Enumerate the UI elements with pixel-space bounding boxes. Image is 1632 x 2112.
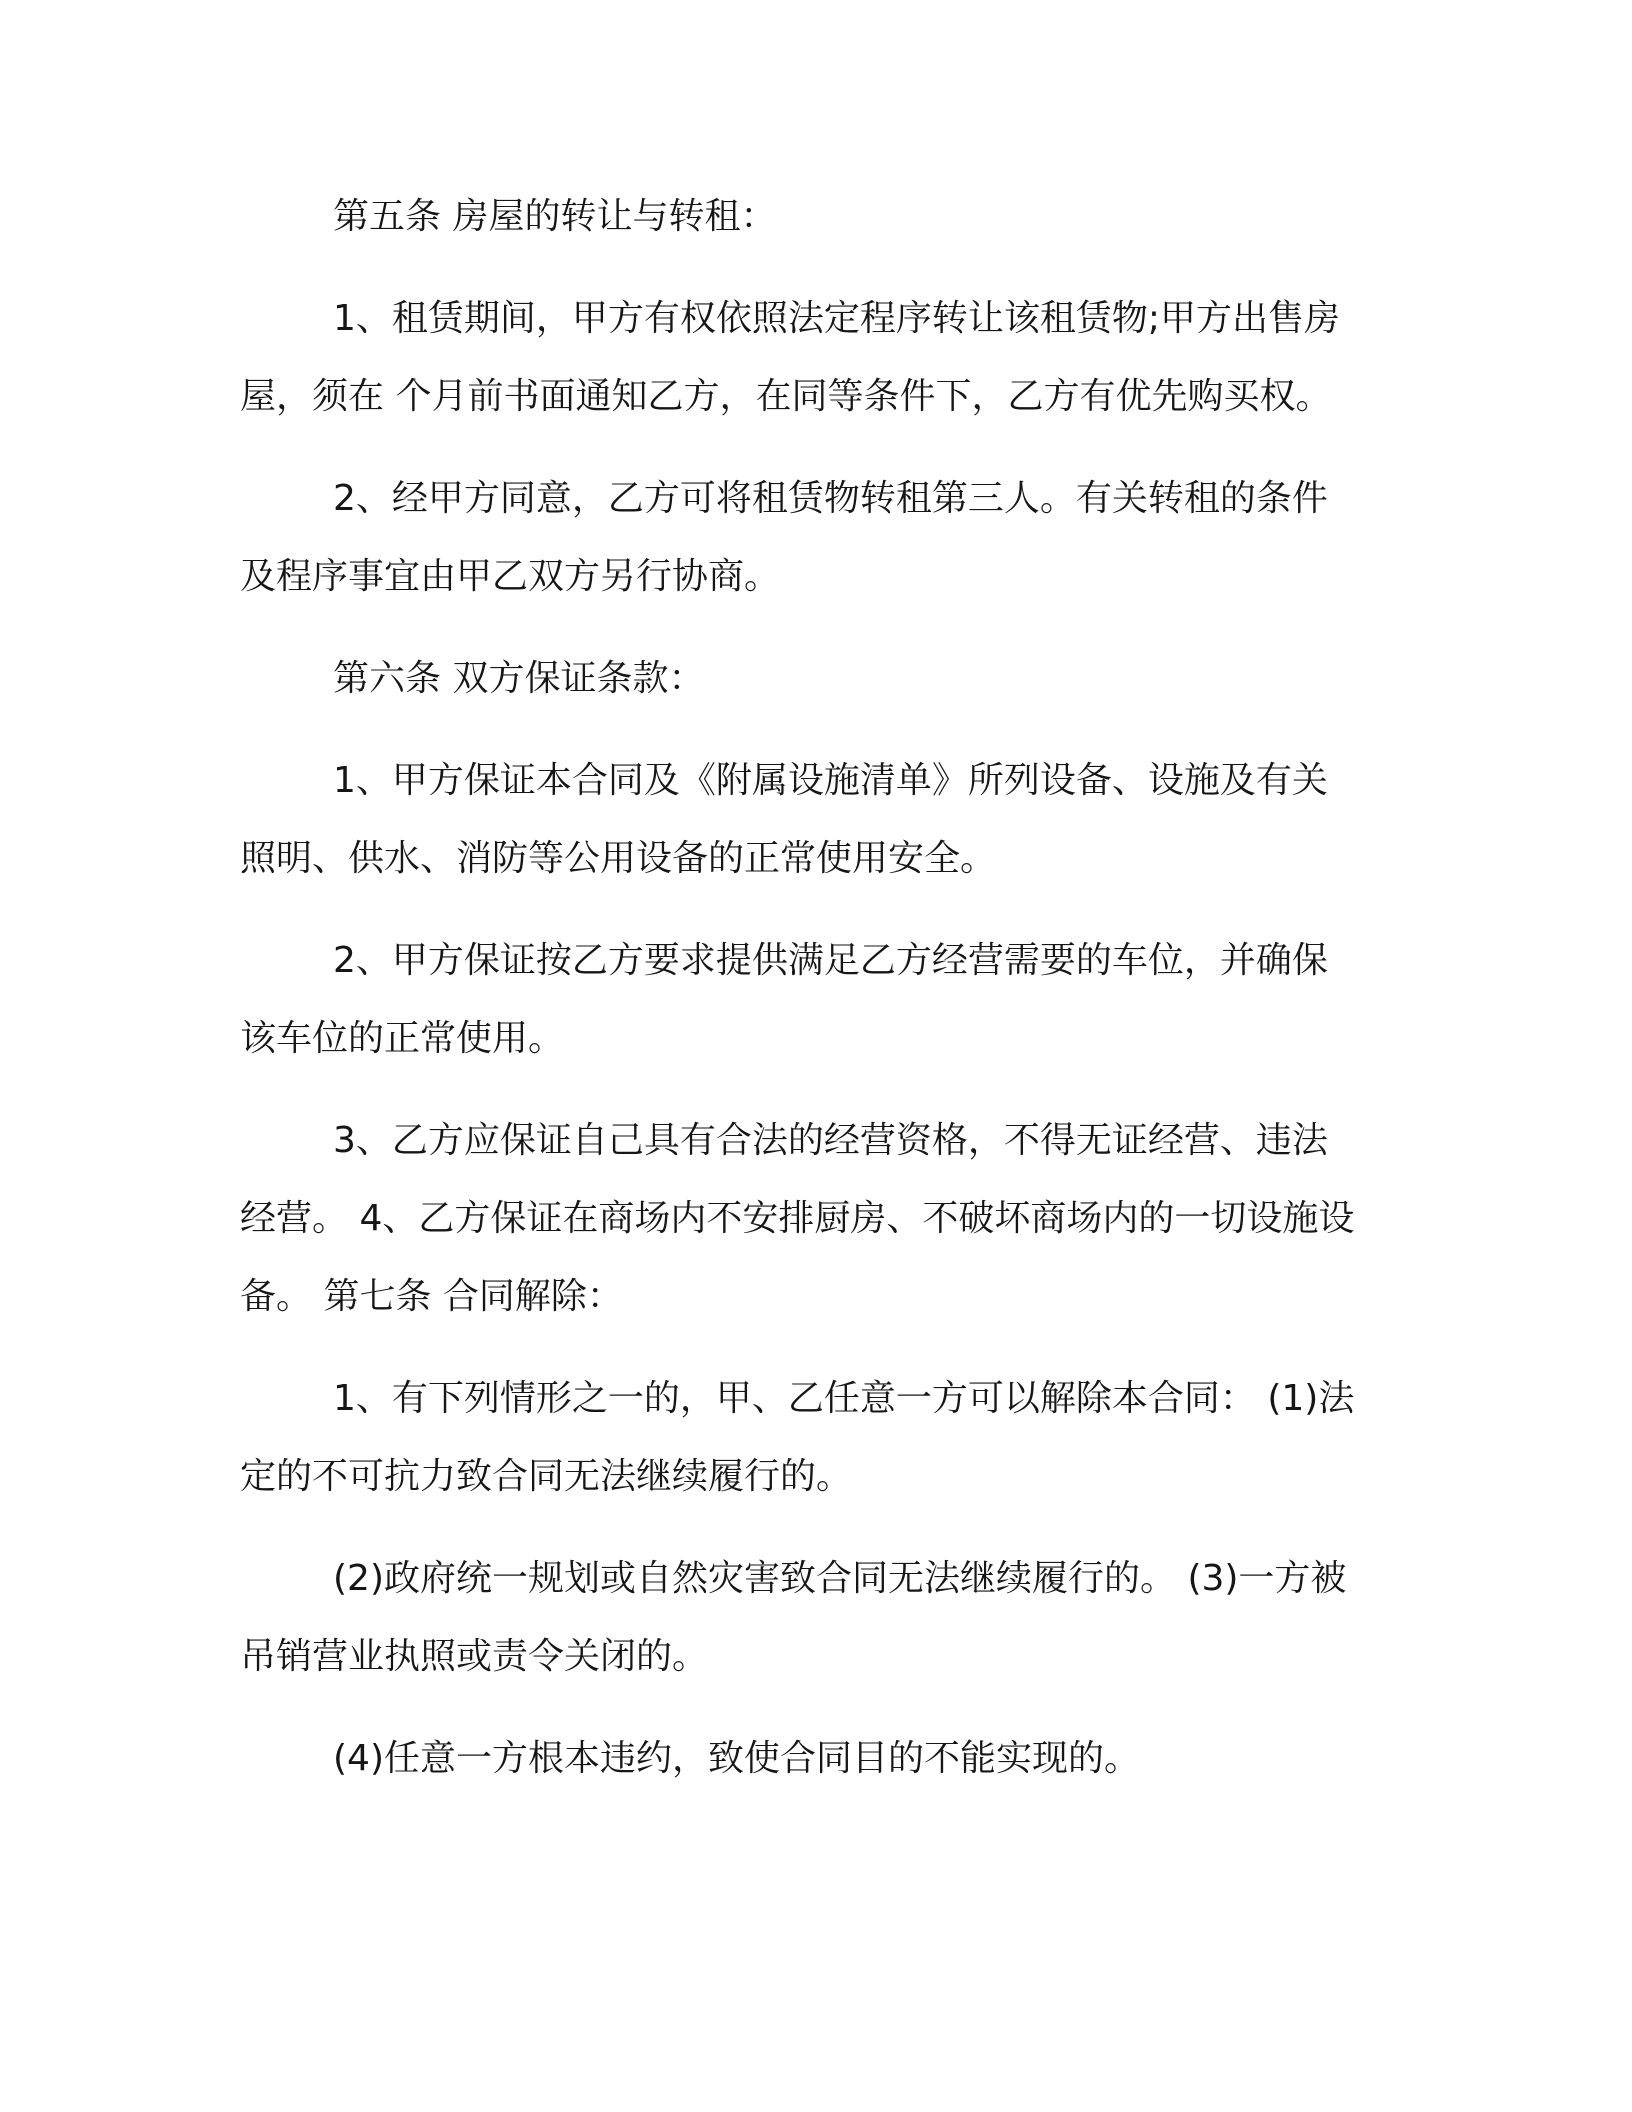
article-6-clause-2	[240, 922, 1412, 1078]
paragraph-line: 第五条 房屋的转让与转租：	[333, 196, 777, 237]
article-5-heading	[240, 178, 1412, 256]
article-7-clause-1	[240, 1360, 1412, 1516]
paragraph-line: 屋，须在 个月前书面通知乙方，在同等条件下，乙方有优先购买权。	[240, 376, 1332, 417]
paragraph-line: 1、租赁期间，甲方有权依照法定程序转让该租赁物;甲方出售房	[333, 298, 1341, 339]
article-5-clause-2	[240, 460, 1412, 616]
paragraph-line: 1、甲方保证本合同及《附属设施清单》所列设备、设施及有关	[333, 760, 1328, 801]
paragraph-line: 定的不可抗力致合同无法继续履行的。	[240, 1456, 853, 1497]
paragraph-line: 经营。 4、乙方保证在商场内不安排厨房、不破坏商场内的一切设施设	[240, 1198, 1355, 1239]
paragraph-line: 3、乙方应保证自己具有合法的经营资格，不得无证经营、违法	[333, 1120, 1328, 1161]
paragraph-line: (4)任意一方根本违约，致使合同目的不能实现的。	[333, 1738, 1140, 1779]
article-7-item-4	[240, 1720, 1412, 1798]
paragraph-line: 该车位的正常使用。	[240, 1018, 565, 1059]
paragraph-line: 第六条 双方保证条款：	[333, 658, 705, 699]
paragraph-line: 2、经甲方同意，乙方可将租赁物转租第三人。有关转租的条件	[333, 478, 1328, 519]
article-7-items-2-3	[240, 1540, 1412, 1696]
article-5-clause-1	[240, 280, 1412, 436]
paragraph-line: (2)政府统一规划或自然灾害致合同无法继续履行的。 (3)一方被	[333, 1558, 1347, 1599]
paragraph-line: 1、有下列情形之一的，甲、乙任意一方可以解除本合同： (1)法	[333, 1378, 1355, 1419]
article-6-clause-1	[240, 742, 1412, 898]
article-6-heading	[240, 640, 1412, 718]
paragraph-line: 备。 第七条 合同解除：	[240, 1276, 623, 1317]
paragraph-line: 吊销营业执照或责令关闭的。	[240, 1636, 709, 1677]
article-6-clause-3-4	[240, 1102, 1412, 1336]
paragraph-line: 及程序事宜由甲乙双方另行协商。	[240, 556, 781, 597]
paragraph-line: 照明、供水、消防等公用设备的正常使用安全。	[240, 838, 997, 879]
paragraph-line: 2、甲方保证按乙方要求提供满足乙方经营需要的车位，并确保	[333, 940, 1328, 981]
